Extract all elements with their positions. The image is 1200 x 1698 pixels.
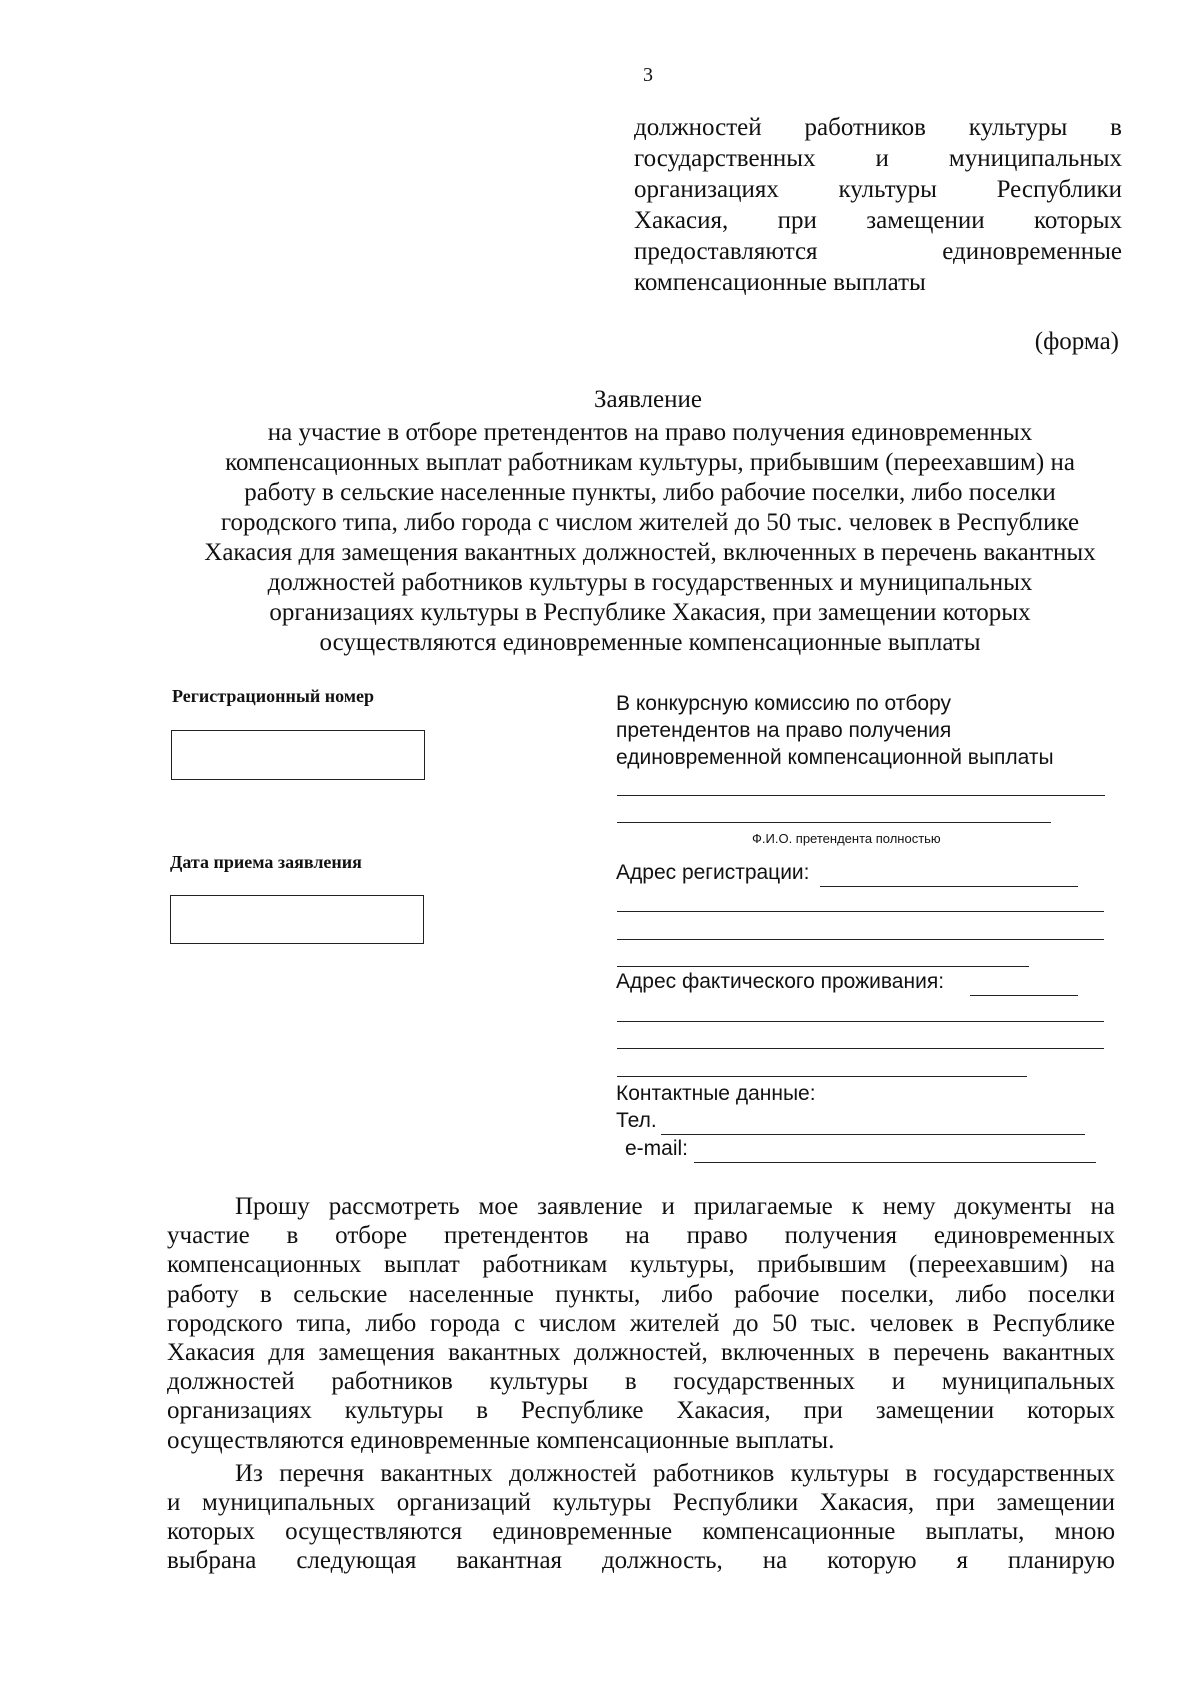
registration-address-line-4[interactable] — [617, 966, 1029, 967]
fio-line-1[interactable] — [617, 795, 1105, 796]
addressee-line: единовременной компенсационной выплаты — [616, 746, 1054, 769]
document-subtitle — [160, 418, 1140, 658]
email-line[interactable] — [694, 1162, 1096, 1163]
paragraph-line: и муниципальных организаций культуры Республики Хакасия, при замещении — [167, 1489, 1115, 1517]
header-addendum-text — [634, 112, 1122, 298]
actual-address-label: Адрес фактического проживания: — [616, 970, 945, 993]
email-label: e-mail: — [625, 1137, 689, 1160]
contacts-label: Контактные данные: — [616, 1082, 816, 1105]
paragraph-line: компенсационных выплат работникам культуры, прибывшим (переехавшим) на — [167, 1251, 1115, 1279]
paragraph-line: Из перечня вакантных должностей работников культуры в государственных — [235, 1459, 1115, 1487]
paragraph-position-choice — [167, 1459, 1115, 1576]
paragraph-request-last-line: осуществляются единовременные компенсационные выплаты. — [167, 1426, 835, 1454]
fio-caption: Ф.И.О. претендента полностью — [752, 831, 941, 846]
phone-label: Тел. — [616, 1109, 657, 1132]
date-received-field[interactable] — [170, 895, 424, 944]
actual-address-line-2[interactable] — [617, 1021, 1104, 1022]
header-line: должностей работников культуры в — [634, 114, 1122, 141]
application-body — [167, 1192, 1115, 1576]
subtitle-line: организациях культуры в Республике Хакасия, при замещении которых — [269, 599, 1031, 626]
paragraph-line: работу в сельские населенные пункты, либо рабочие поселки, либо поселки — [167, 1280, 1115, 1308]
actual-address-line-4[interactable] — [617, 1076, 1027, 1077]
page-number: 3 — [643, 64, 653, 86]
paragraph-line: участие в отборе претендентов на право получения единовременных — [167, 1222, 1115, 1250]
registration-address-line-3[interactable] — [617, 939, 1104, 940]
header-line: организациях культуры Республики — [634, 176, 1122, 203]
subtitle-line: компенсационных выплат работникам культуры, прибывшим (переехавшим) на — [225, 449, 1075, 476]
paragraph-line: организациях культуры в Республике Хакасия, при замещении которых — [167, 1397, 1115, 1425]
header-line: Хакасия, при замещении которых — [634, 207, 1122, 234]
form-label: (форма) — [1034, 328, 1119, 355]
header-line: государственных и муниципальных — [634, 145, 1122, 172]
addressee-line: претендентов на право получения — [616, 719, 952, 742]
addressee-line: В конкурсную комиссию по отбору — [616, 692, 952, 715]
registration-address-line-2[interactable] — [617, 911, 1104, 912]
subtitle-line: работу в сельские населенные пункты, либо рабочие поселки, либо поселки — [244, 479, 1056, 506]
subtitle-line: городского типа, либо города с числом жителей до 50 тыс. человек в Республике — [220, 509, 1080, 536]
registration-number-field[interactable] — [171, 730, 425, 780]
paragraph-line: Прошу рассмотреть мое заявление и прилагаемые к нему документы на — [235, 1193, 1115, 1220]
subtitle-line: осуществляются единовременные компенсационные выплаты — [319, 629, 981, 656]
fio-line-2[interactable] — [617, 822, 1051, 823]
header-line: предоставляются единовременные — [634, 238, 1122, 265]
registration-number-label: Регистрационный номер — [172, 686, 375, 706]
paragraph-line: должностей работников культуры в государственных и муниципальных — [167, 1368, 1115, 1396]
subtitle-line: на участие в отборе претендентов на право получения единовременных — [267, 419, 1033, 446]
subtitle-line: должностей работников культуры в государственных и муниципальных — [267, 569, 1033, 596]
paragraph-request — [167, 1192, 1115, 1426]
paragraph-line: Хакасия для замещения вакантных должностей, включенных в перечень вакантных — [167, 1339, 1115, 1367]
actual-address-line-1[interactable] — [970, 995, 1078, 996]
paragraph-line: которых осуществляются единовременные компенсационные выплаты, мною — [167, 1518, 1115, 1546]
actual-address-line-3[interactable] — [617, 1048, 1104, 1049]
registration-address-label: Адрес регистрации: — [616, 861, 810, 884]
paragraph-line: выбрана следующая вакантная должность, на которую я планирую — [167, 1547, 1115, 1575]
date-received-label: Дата приема заявления — [170, 852, 362, 872]
registration-address-line-1[interactable] — [820, 886, 1078, 887]
paragraph-line: городского типа, либо города с числом жителей до 50 тыс. человек в Республике — [167, 1309, 1115, 1337]
phone-line[interactable] — [661, 1134, 1085, 1135]
document-title: Заявление — [593, 386, 703, 413]
addressee — [616, 690, 1054, 771]
header-line: компенсационные выплаты — [634, 269, 926, 296]
subtitle-line: Хакасия для замещения вакантных должностей, включенных в перечень вакантных — [204, 539, 1096, 566]
